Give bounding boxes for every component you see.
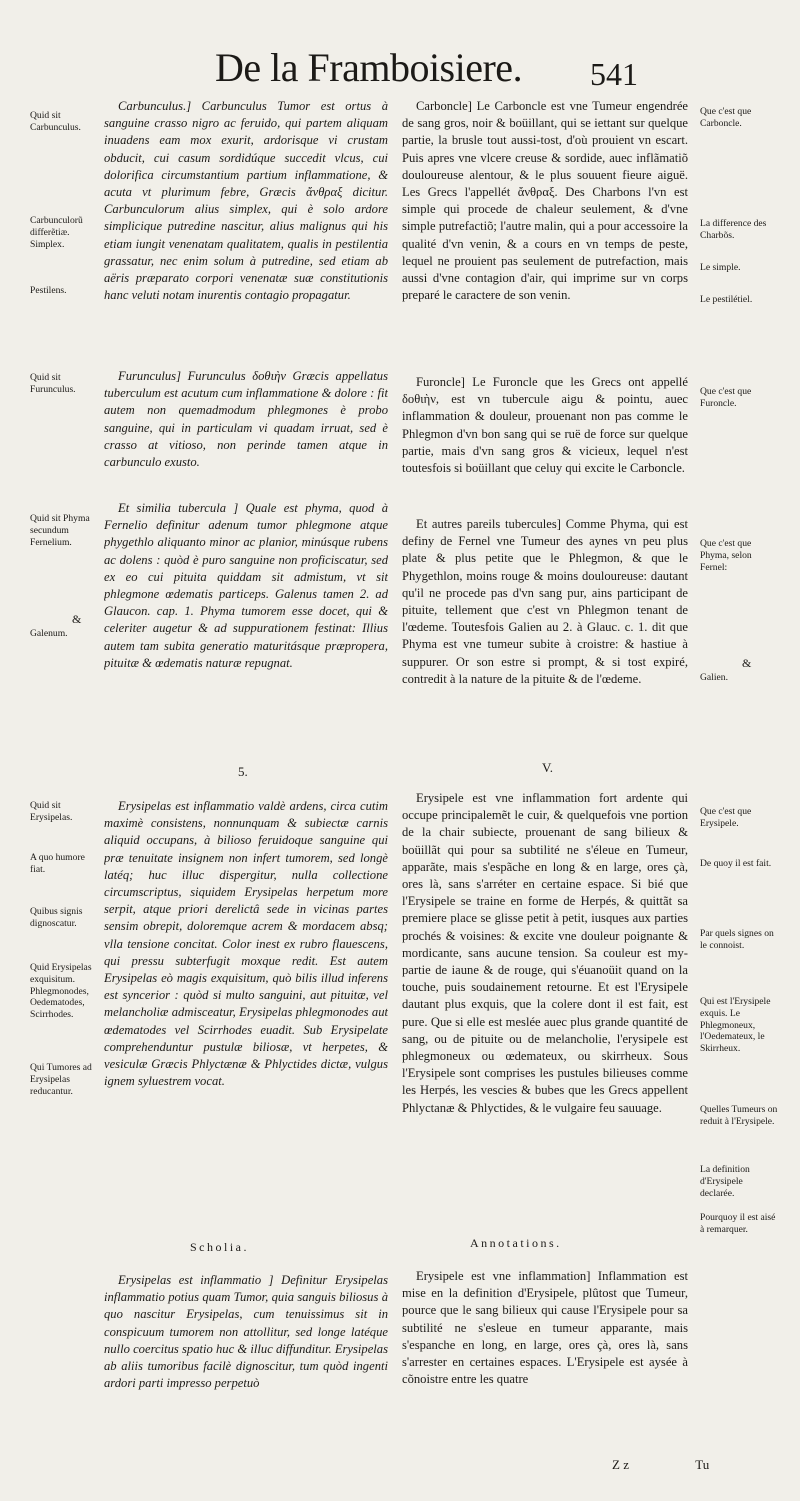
margin-note-right-3: Le pestilétiel. xyxy=(700,294,753,305)
latin-erysipelas-paragraph: Erysipelas est inflammatio valdè ardens, circa cutim maximè consistens, nonnunquam & subiectæ carnis aliquid occupans, à bilioso feruidoque sanguine qui præ tenuitate insignem non infert tumorem, sed longè latéq; huc illuc dispergitur, nulla collectione circumscriptus, siquidem Erysipelas herpetum more serpit, atque priori derelictâ sede in vicinas partes sensim obrepit, doloremque acrem & mordacem absq; vlla tensione concitat. Color inest ex rubro flauescens, qui pressu subterfugit moxque redit. Est autem Erysipelas eò magis exquisitum, quò bilis illud inferens est syncerior : quòd si multo sanguini, aut pituitæ, vel melancholiæ admisceatur, Erysipelas phlegmonodes aut œdematodes vel Scirrhodes euadit. Sub Erysipelate comprehenduntur pustulæ biliosæ, vt herpetes, & vesiculæ Græcis Phlyctænæ & Phlyctides dictæ, vulgus ignem syluestrem vocat. xyxy=(104,799,388,1089)
latin-furunculus-paragraph: Furunculus] Furunculus δοθιὴν Græcis appellatus tuberculum est acutum cum inflammatione & dolore : fit autem non quemadmodum phlegmones è probo sanguine, qui in particulam vi quadam irruat, sed è crasso at vitioso, non perinde tamen atque in carbunculo exusto. xyxy=(104,369,388,470)
margin-note-right-9: De quoy il est fait. xyxy=(700,858,772,869)
french-section-number: V. xyxy=(542,760,553,775)
margin-note-left-11: Qui Tumores ad Erysipelas reducantur. xyxy=(30,1062,92,1097)
margin-note-right-10: Par quels signes on le connoist. xyxy=(700,928,774,951)
margin-note-left-1: Carbunculorũ differẽtiæ. Simplex. xyxy=(30,215,83,250)
margin-note-right-8: Que c'est que Erysipele. xyxy=(700,806,752,829)
margin-note-right-2: Le simple. xyxy=(700,262,741,273)
margin-note-left-7: Quid sit Erysipelas. xyxy=(30,800,73,823)
latin-section-number: 5. xyxy=(238,764,248,779)
french-phyma-paragraph: Et autres pareils tubercules] Comme Phyma, qui est definy de Fernel vne Tumeur des aynes vn peu plus plate & plus petite que le Phlegmon, & que le Phygethlon, moins rouge & moins douloureuse: dautant qu'il ne procede pas d'vn sang pur, ains participant de pituite, tellement que c'est vn Phlegmon tenant de l'œdeme. Toutesfois Galien au 2. à Glauc. c. 1. dit que Phyma est vne tumeur subite à croistre: & hastiue à suppurer. Or son estre si prompt, & si tost expiré, contredit à la nature de la pituite & de l'œdeme. xyxy=(402,517,688,686)
margin-note-left-3: Quid sit Furunculus. xyxy=(30,372,76,395)
margin-note-left-5: & xyxy=(72,612,82,626)
french-carboncle-paragraph: Carboncle] Le Carboncle est vne Tumeur engendrée de sang gros, noir & boüillant, qui se iettant sur quelque partie, la brusle tout aussi-tost, d'où prouient vn escart. Puis apres vne vlcere creuse & sordide, auec inflãmatiõ douloureuse alentour, & le plus souuent fieure aiguë. Les Grecs l'appellét ἄνθραξ. Des Charbons l'vn est simple qui procede de chaleur seulement, & d'vne simple putrefactiõ; l'autre malin, qui a pour accessoire la qualité d'vn venin, & a cours en vn temps de peste, lequel ne prouient pas seulement de putrefaction, mais aussi d'vne contagion d'air, qui imprime sur vn corps preparé le caractere de son venin. xyxy=(402,99,688,303)
margin-note-right-11: Qui est l'Erysipele exquis. Le Phlegmoneux, l'Oedemateux, le Skirrheux. xyxy=(700,996,771,1055)
margin-note-left-4: Quid sit Phyma secundum Fernelium. xyxy=(30,513,90,548)
margin-note-left-0: Quid sit Carbunculus. xyxy=(30,110,81,133)
footer-row xyxy=(612,1457,762,1473)
margin-note-left-6: Galenum. xyxy=(30,628,68,639)
signature-mark: Z z xyxy=(612,1457,629,1472)
margin-note-right-14: Pourquoy il est aisé à remarquer. xyxy=(700,1212,776,1235)
margin-note-right-4: Que c'est que Furoncle. xyxy=(700,386,752,409)
margin-note-left-10: Quid Erysipelas exquisitum. Phlegmonodes, Oedematodes, Scirrhodes. xyxy=(30,962,92,1021)
page-number: 541 xyxy=(590,56,638,92)
margin-note-right-0: Que c'est que Carboncle. xyxy=(700,106,752,129)
margin-note-left-2: Pestilens. xyxy=(30,285,67,296)
french-annotations-paragraph: Erysipele est vne inflammation] Inflammation est mise en la definition d'Erysipele, plûtost que Tumeur, pource que le sang bilieux qui cause l'Erysipele pour sa subtilité ne s'esleue en tumeur apparante, mais s'espanche en long, en large, ores çà, ores là, sans s'arrester en certaines espaces. L'Erysipele est aysée à cõnoistre entre les quatre xyxy=(402,1269,688,1387)
latin-scholia-paragraph: Erysipelas est inflammatio ] Definitur Erysipelas inflammatio potius quam Tumor, quia sanguis biliosus à quo nascitur Erysipelas, cum tenuissimus sit in conspicuum tumorem non attollitur, sed longe latéque nullo coercitus spatio huc & illuc diffunditur. Erysipelas ab aliis tumoribus facilè dignoscitur, tum quòd ingenti ardori parti impresso perpetuò xyxy=(104,1273,388,1391)
margin-note-right-1: La difference des Charbõs. xyxy=(700,218,767,241)
latin-carbunculus-paragraph: Carbunculus.] Carbunculus Tumor est ortus à sanguine crasso nigro ac feruido, qui partem aliquam inuadens eam mox exurit, ardorisque vi crustam obducit, cui casum sordidúque succedit vlcus, cui dolorifica circumstantium partium inflammatione, & acuta vt plurimum febre, Græcis ἄνθραξ dicitur. Carbunculorum alius simplex, qui è solo ardore simplicique putredine nascitur, alius malignus qui his etiam iungit venenatam qualitatem, qualis in pestilentia grassatur, nec enim solum à putredine, sed etiam ab aëris præparato corpori venenatæ suæ constitutionis hanc veluti notam inurentis contagio propagatur. xyxy=(104,99,388,303)
margin-note-left-8: A quo humore fiat. xyxy=(30,852,85,875)
latin-phyma-paragraph: Et similia tubercula ] Quale est phyma, quod à Fernelio definitur adenum tumor phlegmone atque phygethlo aliquanto minor ac planior, minúsque rubens ac dolens : quòd è puro sanguine non proficiscatur, sed ex eo cui pituita quiddam sit admistum, vt sit phlegmone œdematis particeps. Galenus tamen 2. ad Glaucon. cap. 1. Phyma tumorem esse docet, qui & celeriter augetur & ad suppurationem festinat: Illius autem tam subita generatio maturitásque præpropera, pituitæ & œdematis naturæ repugnat. xyxy=(104,501,388,670)
margin-note-right-13: La definition d'Erysipele declarée. xyxy=(700,1164,750,1199)
french-erysipele-paragraph: Erysipele est vne inflammation fort ardente qui occupe principalemẽt le cuir, & quelquefois vne portion de la chair subiecte, prouenant de sang bilieux & boüillãt qui pour sa subtilité ne s'éleue en Tumeur, apparãte, mais s'espãche en long & en large, ores çà, ores là, sans s'arréter en certaine espace. Si bié que l'Erysipele se traine en forme de Herpés, & quittãt sa premiere place se glisse petit à petit, iusques aux parties prochés & voisines: & excite vne douleur poignante & mordicante, sans aucune tension. Sa couleur est my-partie de iaune & de rouge, qui s'éuanoüit quand on la touche, puis soudainement retourne. Et est l'Erysipele dautant plus exquis, que la colere dont il est fait, est pure. Que si elle est meslée auec plus grande quantité de sang, ou de pituite ou de melancholie, l'erysipele est phlegmoneux ou œdemateux, ou skirrheux. Sous l'Erysipele sont comprises les pustules bilieuses comme les Herpés, les vescies & bubes que les Grecs appellent Phlyctanæ & Phlyctides, & le vulgaire feu sauuage. xyxy=(402,791,688,1115)
margin-note-right-6: & xyxy=(742,656,752,670)
running-title: De la Framboisiere. xyxy=(215,45,523,90)
margin-note-right-5: Que c'est que Phyma, selon Fernel: xyxy=(700,538,752,573)
scholia-heading: Scholia. xyxy=(190,1240,249,1254)
margin-note-left-9: Quibus signis dignoscatur. xyxy=(30,906,83,929)
margin-note-right-12: Quelles Tumeurs on reduit à l'Erysipele. xyxy=(700,1104,778,1127)
margin-note-right-7: Galien. xyxy=(700,672,728,683)
annotations-heading: Annotations. xyxy=(470,1236,562,1250)
french-furoncle-paragraph: Furoncle] Le Furoncle que les Grecs ont appellé δοθιὴν, est vn tubercule aigu & pointu, auec inflammation & douleur, prouenant non pas comme le Phlegmon d'vn bon sang qui se ruë de force sur quelque partie, mais d'vn sang gros & vicieux, lequel n'est toutesfois si boüillant que celuy qui excite le Carboncle. xyxy=(402,375,688,476)
catchword: Tu xyxy=(695,1457,710,1472)
